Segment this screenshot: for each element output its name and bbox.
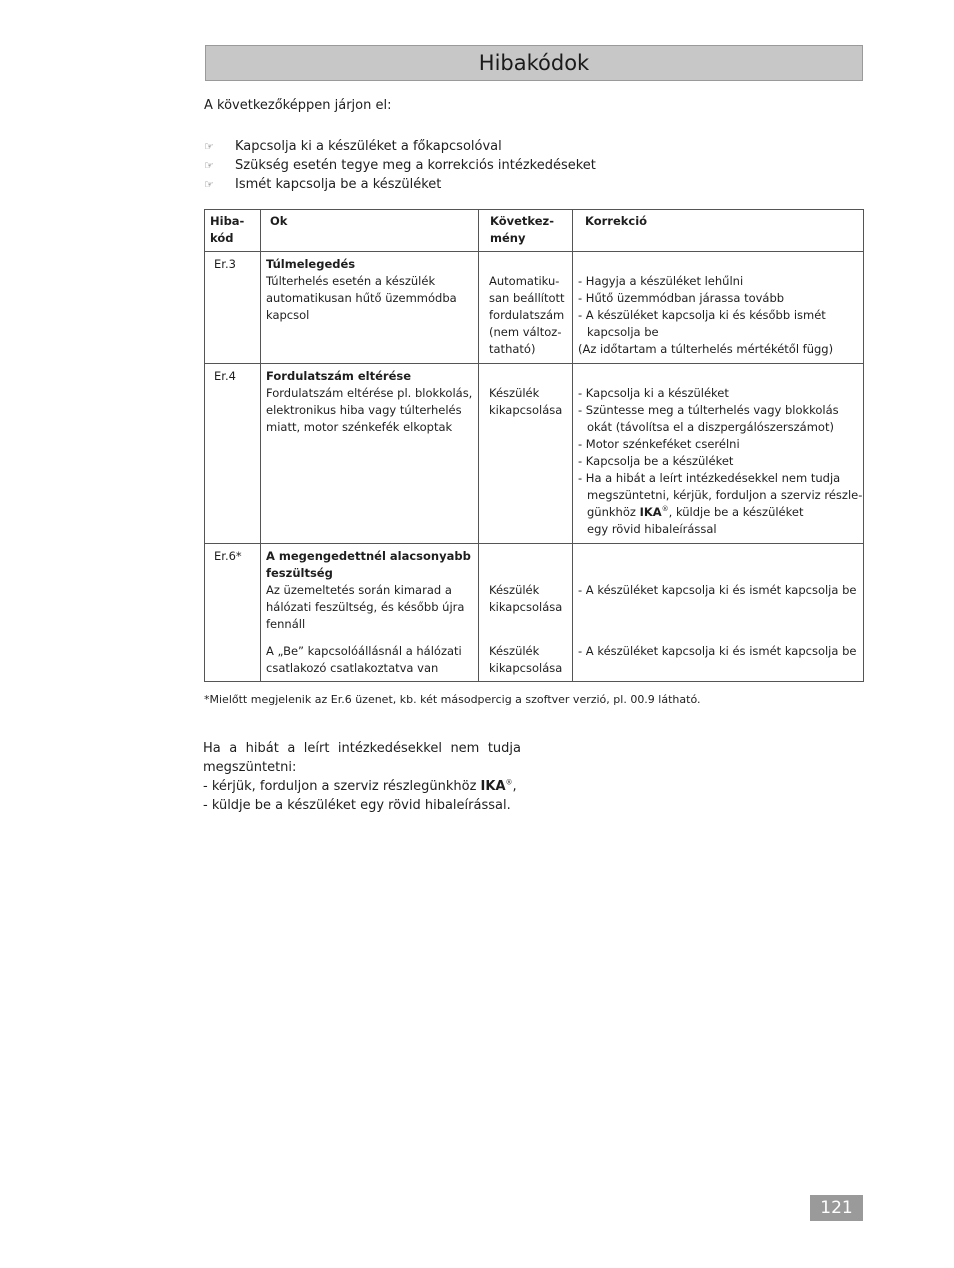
step-text: Szükség esetén tegye meg a korrekciós intézkedéseket (235, 158, 596, 173)
error-code-table-wrap (204, 209, 864, 682)
consequence-line: (nem változ- (489, 325, 562, 339)
cause-cell (261, 364, 479, 544)
correction-line: egy rövid hibaleírással (587, 522, 717, 536)
cause-title: Fordulatszám eltérése (266, 369, 412, 383)
list-item (204, 156, 596, 175)
consequence-line: kikapcsolása (489, 661, 563, 675)
cause-line: Az üzemeltetés során kimarad a (266, 583, 452, 597)
brand-name: IKA (639, 505, 662, 519)
pointing-hand-icon: ☞ (204, 140, 214, 153)
pointing-hand-icon: ☞ (204, 178, 214, 191)
correction-line: - A készüléket kapcsolja ki és ismét kapcsolja be (578, 644, 857, 658)
page-title-bar (205, 45, 863, 81)
correction-line: megszüntetni, kérjük, forduljon a szerviz részle- (587, 488, 863, 502)
list-item (204, 175, 596, 194)
consequence-line: tatható) (489, 342, 536, 356)
list-item (204, 137, 596, 156)
consequence-cell (479, 252, 573, 364)
header-cause: Ok (261, 210, 479, 252)
cause-title: A megengedettnél alacsonyabb (266, 549, 471, 563)
correction-line: kapcsolja be (587, 325, 659, 339)
cause-line: automatikusan hűtő üzemmódba (266, 291, 457, 305)
consequence-cell (479, 637, 573, 682)
step-text: Kapcsolja ki a készüléket a főkapcsolóval (235, 139, 502, 154)
correction-cell (573, 637, 864, 682)
cause-line: kapcsol (266, 308, 310, 322)
consequence-line: Készülék (489, 583, 540, 597)
closing-text (203, 739, 521, 815)
closing-line: - küldje be a készüléket egy rövid hibaleírással. (203, 798, 511, 813)
correction-line: (Az időtartam a túlterhelés mértékétől függ) (578, 342, 834, 356)
closing-line (203, 777, 521, 796)
cause-line: Fordulatszám eltérése pl. blokkolás, (266, 386, 473, 400)
closing-text-part: - kérjük, forduljon a szerviz részlegünkhöz (203, 779, 477, 794)
correction-cell (573, 252, 864, 364)
correction-line: - Kapcsolja ki a készüléket (578, 386, 729, 400)
correction-line: - Hagyja a készüléket lehűlni (578, 274, 744, 288)
correction-cell (573, 544, 864, 638)
consequence-line: Automatiku- (489, 274, 560, 288)
closing-text-part: , (512, 779, 517, 794)
consequence-line: kikapcsolása (489, 403, 563, 417)
cause-title: feszültség (266, 566, 333, 580)
correction-line (578, 504, 858, 521)
error-code: Er.3 (205, 252, 261, 364)
table-row (205, 252, 864, 364)
cause-line: Túlterhelés esetén a készülék (266, 274, 436, 288)
correction-text: günkhöz (587, 505, 636, 519)
cause-cell (261, 544, 479, 638)
correction-cell (573, 364, 864, 544)
cause-cell (261, 252, 479, 364)
header-code-line: kód (210, 231, 234, 245)
footnote: *Mielőtt megjelenik az Er.6 üzenet, kb. két másodpercig a szoftver verzió, pl. 00.9 látható. (204, 693, 701, 706)
pointing-hand-icon: ☞ (204, 159, 214, 172)
page-number: 121 (810, 1195, 863, 1221)
cause-line: elektronikus hiba vagy túlterhelés (266, 403, 462, 417)
header-consequence-line: mény (490, 231, 526, 245)
cause-title: Túlmelegedés (266, 257, 356, 271)
correction-line: - Ha a hibát a leírt intézkedésekkel nem tudja (578, 471, 841, 485)
consequence-line: kikapcsolása (489, 600, 563, 614)
header-code-line: Hiba- (210, 214, 245, 228)
correction-text: , küldje be a készüléket (668, 505, 804, 519)
cause-line: fennáll (266, 617, 306, 631)
step-text: Ismét kapcsolja be a készüléket (235, 177, 442, 192)
correction-line: okát (távolítsa el a diszpergálószerszámot) (587, 420, 834, 434)
consequence-line: fordulatszám (489, 308, 565, 322)
header-correction: Korrekció (573, 210, 864, 252)
closing-line: Ha a hibát a leírt intézkedésekkel nem tudja (203, 741, 521, 756)
consequence-line: san beállított (489, 291, 565, 305)
error-code-empty (205, 637, 261, 682)
error-code-table (204, 209, 864, 682)
correction-line: - Szüntesse meg a túlterhelés vagy blokkolás (578, 403, 839, 417)
table-header-row (205, 210, 864, 252)
cause-line: miatt, motor szénkefék elkoptak (266, 420, 453, 434)
correction-line: - A készüléket kapcsolja ki és ismét kapcsolja be (578, 583, 857, 597)
header-code (205, 210, 261, 252)
consequence-line: Készülék (489, 644, 540, 658)
page-title: Hibakódok (478, 51, 590, 75)
correction-line: - Hűtő üzemmódban járassa tovább (578, 291, 785, 305)
registered-mark: ® (505, 778, 513, 787)
cause-line: A „Be” kapcsolóállásnál a hálózati (266, 644, 462, 658)
table-row (205, 544, 864, 638)
correction-line: - Kapcsolja be a készüléket (578, 454, 734, 468)
intro-text: A következőképpen járjon el: (204, 98, 392, 113)
cause-line: csatlakozó csatlakoztatva van (266, 661, 439, 675)
cause-line: hálózati feszültség, és később újra (266, 600, 465, 614)
error-code: Er.4 (205, 364, 261, 544)
header-consequence-line: Következ- (490, 214, 555, 228)
consequence-cell (479, 544, 573, 638)
closing-line: megszüntetni: (203, 760, 297, 775)
consequence-line: Készülék (489, 386, 540, 400)
table-row (205, 364, 864, 544)
consequence-cell (479, 364, 573, 544)
header-consequence (479, 210, 573, 252)
brand-name: IKA (480, 779, 506, 794)
correction-line: - A készüléket kapcsolja ki és később ismét (578, 308, 826, 322)
steps-list (204, 137, 596, 194)
error-code: Er.6* (205, 544, 261, 638)
cause-cell (261, 637, 479, 682)
registered-mark: ® (661, 505, 669, 514)
correction-line: - Motor szénkeféket cserélni (578, 437, 740, 451)
table-row (205, 637, 864, 682)
